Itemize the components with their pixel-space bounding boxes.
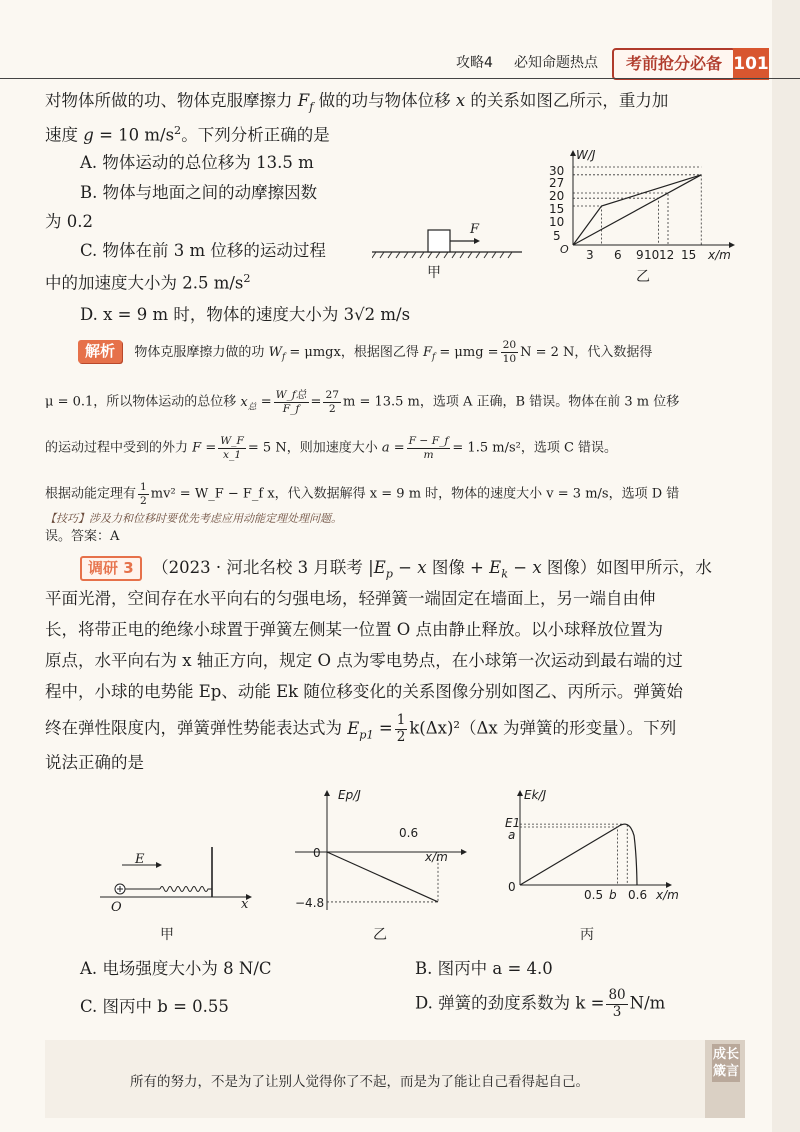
chart-yi-ytick-10: 10 — [549, 215, 565, 229]
q3-line3: 长，将带正电的绝缘小球置于弹簧左侧某一位置 O 点由静止释放。以小球释放位置为 — [45, 620, 664, 639]
footer-side-label: 成长箴言 — [712, 1044, 740, 1082]
q1-stem-line1: 对物体所做的功、物体克服摩擦力 $F_f$ 做的功与物体位移 x 的关系如图乙所示，重力加 — [45, 91, 669, 114]
q3-line7: 说法正确的是 — [45, 753, 144, 772]
chart-yi-ytick-5: 5 — [553, 229, 561, 243]
analysis-answer: 误。答案：A — [45, 529, 120, 544]
q3-option-c: C. 图丙中 b = 0.55 — [80, 997, 229, 1016]
chart-yi-xtick-10: 10 — [644, 248, 660, 262]
q3-option-d: D. 弹簧的劲度系数为 k = $\frac{80}{3}$ N/m — [415, 987, 666, 1020]
chart-ek-ylabel: Ek/J — [524, 788, 547, 802]
q1-option-b-line2: 为 0.2 — [45, 212, 93, 231]
q1-option-a: A. 物体运动的总位移为 13.5 m — [80, 153, 314, 172]
series-Ep — [327, 852, 438, 902]
q3-line6: 终在弹性限度内，弹簧弹性势能表达式为 $E_{p1}$ = $\frac{1}{2}$ k(Δx)²（Δx 为弹簧的形变量）。下列 — [45, 712, 677, 745]
footer-quote: 所有的努力，不是为了让别人觉得你了不起，而是为了能让自己看得起自己。 — [130, 1074, 589, 1090]
chart-ep-origin: 0 — [313, 846, 321, 860]
chart-ek-caption: 丙 — [580, 927, 594, 943]
analysis-tag: 解析 — [78, 340, 122, 363]
analysis-line4: 根据动能定理有 $\frac{1}{2}$ mv² = W_F − F_f x，代入数据解得 x = 9 m 时，物体的速度大小 v = 3 m/s，选项 D 错 — [45, 480, 680, 507]
chart-yi-xtick-9: 9 — [636, 248, 644, 262]
q1-force-label: F — [470, 222, 480, 237]
q3-line2: 平面光滑，空间存在水平向右的匀强电场，轻弹簧一端固定在墙面上，另一端自由伸 — [45, 589, 656, 608]
q3-option-a: A. 电场强度大小为 8 N/C — [80, 959, 272, 978]
chart-ep-ylabel: Ep/J — [338, 788, 361, 802]
chart-ek-xtick-06: 0.6 — [628, 888, 648, 902]
page-edge — [772, 0, 800, 1132]
chart-yi-ytick-30: 30 — [549, 164, 565, 178]
series-Ek — [520, 824, 637, 885]
q3-figure-jia — [100, 845, 260, 915]
q3-tag: 调研 3 — [80, 556, 142, 581]
chart-ek-xtick-b: b — [609, 888, 617, 902]
header-topic: 必知命题热点 — [514, 55, 598, 71]
chart-ek-a: a — [508, 828, 516, 842]
chart-ek-y-arrow — [517, 790, 523, 796]
q1-stem-line2: 速度 g = 10 $m/s^2$。下列分析正确的是 — [45, 124, 330, 145]
page-number: 101 — [733, 48, 769, 80]
q1-option-b-line1: B. 物体与地面之间的动摩擦因数 — [80, 183, 318, 202]
q3-line5: 程中，小球的电势能 Ep、动能 Ek 随位移变化的关系图像分别如图乙、丙所示。弹簧始 — [45, 682, 683, 701]
series-W_f — [573, 175, 701, 245]
chart-ek-xlabel: x/m — [656, 888, 679, 902]
chart-yi-xtick-12: 12 — [659, 248, 675, 262]
q3-figure-jia-caption: 甲 — [160, 927, 174, 943]
analysis-line3: 的运动过程中受到的外力 F = $\frac{W\_F}{x\_1}$ = 5 N，则加速度大小 a = $\frac{F - F\_f}{m}$ = 1.5 m/s²，选项 C 错误。 — [45, 434, 618, 461]
chart-ep-xtick: 0.6 — [399, 826, 419, 840]
q3-line4: 原点，水平向右为 x 轴正方向，规定 O 点为零电势点，在小球第一次运动到最右端的过 — [45, 651, 683, 670]
chart-ep-caption: 乙 — [373, 927, 387, 943]
chart-ep-y-arrow — [324, 790, 330, 796]
chart-ek-xtick-05: 0.5 — [584, 888, 604, 902]
analysis-tip: 【技巧】涉及力和位移时要优先考虑应用动能定理处理问题。 — [45, 512, 342, 525]
q1-option-d: D. x = 9 m 时，物体的速度大小为 3√2 m/s — [80, 305, 411, 324]
q3-point-o: O — [111, 900, 122, 915]
chart-yi-xtick-3: 3 — [586, 248, 594, 262]
chart-yi-caption: 乙 — [636, 269, 650, 285]
chart-yi-origin: O — [560, 243, 569, 256]
chart-ep-ytick: −4.8 — [295, 896, 325, 910]
q1-option-c-line1: C. 物体在前 3 m 位移的运动过程 — [80, 241, 326, 260]
analysis-line1: 解析 物体克服摩擦力做的功 $W_f = \mu mgx$，根据图乙得 $F_f = \mu mg$ = $\frac{20}{10}$ N = 2 N，代入数据得 — [78, 340, 652, 369]
chart-yi-ytick-27: 27 — [549, 176, 565, 190]
header-boxed-title: 考前抢分必备 — [612, 48, 736, 80]
chart-ep-xlabel: x/m — [425, 850, 448, 864]
header-rule — [0, 78, 800, 79]
chart-yi-xlabel: x/m — [708, 248, 731, 262]
chart-yi-ytick-15: 15 — [549, 202, 565, 216]
q3-option-b: B. 图丙中 a = 4.0 — [415, 959, 553, 978]
chart-yi-ytick-20: 20 — [549, 189, 565, 203]
q3-axis-x-label: x — [241, 897, 249, 912]
chart-yi-xtick-15: 15 — [681, 248, 697, 262]
q1-figure-jia-caption: 甲 — [427, 265, 441, 281]
chart-ek-e1: E1 — [505, 816, 521, 830]
header-section: 攻略4 — [456, 55, 493, 71]
chart-yi-ylabel: W/J — [576, 148, 596, 162]
chart-ep-x-arrow — [461, 849, 467, 855]
q1-figure-jia — [372, 222, 522, 282]
q3-line1: 调研 3 （2023 · 河北名校 3 月联考 $|E_p - x$ 图像 + $E_k - x$ 图像）如图甲所示，水 — [80, 556, 712, 584]
q3-field-label: E — [135, 852, 145, 867]
analysis-line2: μ = 0.1，所以物体运动的总位移 $x_总$ = $\frac{\text{W\_f总}}{F\_f}$ = $\frac{27}{2}$ m = 13.5 m，选项 A 正确，B 错误。物体在前 3 m 位移 — [45, 388, 680, 415]
chart-yi-xtick-6: 6 — [614, 248, 622, 262]
q1-option-c-line2: 中的加速度大小为 2.5 $m/s^2$ — [45, 272, 251, 293]
chart-ek-origin: 0 — [508, 880, 516, 894]
